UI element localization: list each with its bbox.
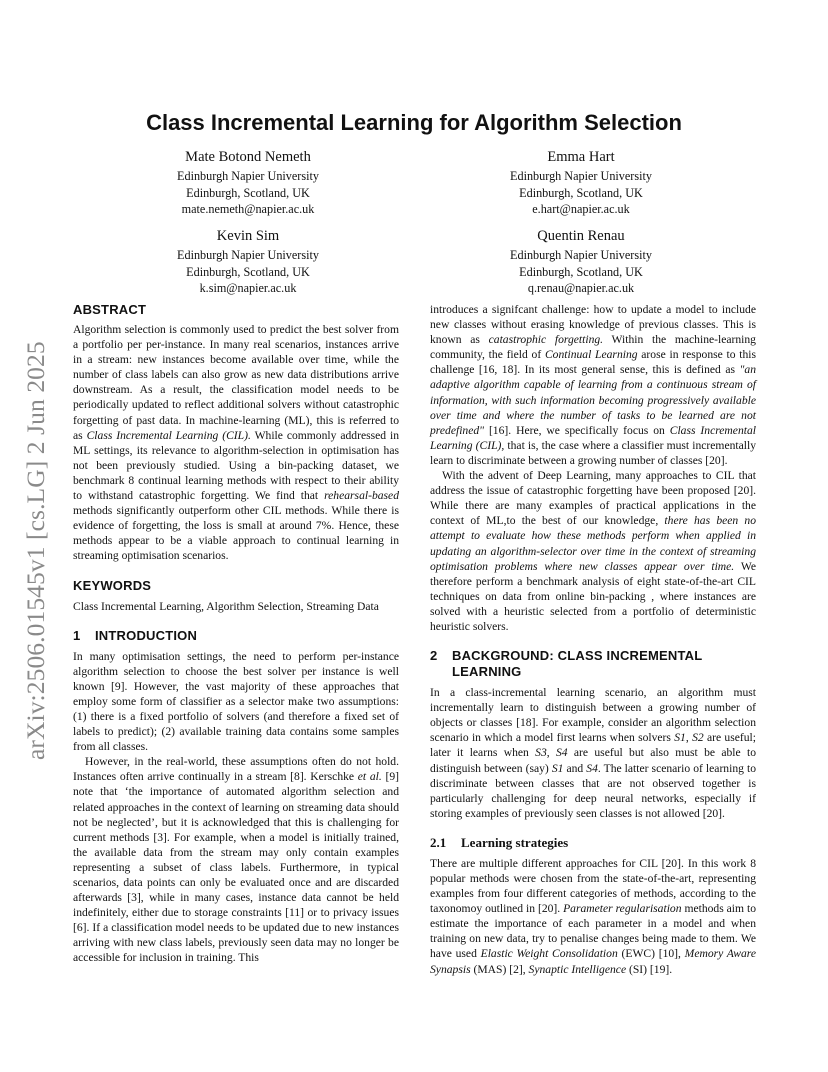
author-block-4 — [441, 227, 721, 297]
section-2-heading: 2 BACKGROUND: CLASS INCREMENTAL LEARNING — [430, 648, 703, 680]
right-column — [430, 302, 756, 977]
paper-title: Class Incremental Learning for Algorithm Selection — [146, 110, 682, 135]
abstract-text: Algorithm selection is commonly used to predict the best solver from a portfolio per per-instance. In many real scenarios, instances arrive in a stream: new instances become available over time, while the number of class labels can also grow as new data distributions arrive downstream. As a result, the classification model needs to be periodically updated to reflect additional solvers without catastrophic forgetting of past data. In machine-learning (ML), this is referred to as Class Incremental Learning (CIL). While commonly addressed in ML settings, its relevance to algorithm-selection in optimisation has not been previously studied. Using a bin-packing dataset, we benchmark 8 continual learning methods with respect to their ability to withstand catastrophic forgetting. We find that rehearsal-based methods significantly outperform other CIL methods. While there is evidence of forgetting, the loss is small at around 7%. Hence, these methods appear to be a viable approach to continual learning in streaming optimisation scenarios. — [73, 323, 399, 563]
author-affiliation: Edinburgh Napier University — [510, 248, 652, 262]
keywords-text: Class Incremental Learning, Algorithm Selection, Streaming Data — [73, 599, 379, 613]
author-block-1 — [108, 148, 388, 218]
author-affiliation: Edinburgh Napier University — [177, 169, 319, 183]
learning-strategies-paragraph: There are multiple different approaches for CIL [20]. In this work 8 popular methods were chosen from the state-of-the-art, representing examples from four different categories of methods, according to the taxonomoy outlined in [20]. Parameter regularisation methods aim to estimate the importance of each parameter in a model and when training on new data, try to penalise changes being made to them. We have used Elastic Weight Consolidation (EWC) [10], Memory Aware Synapsis (MAS) [2], Synaptic Intelligence (SI) [19]. — [430, 856, 757, 976]
intro-paragraph-3: introduces a signifcant challenge: how to update a model to include new classes without erasing knowledge of previous classes. This is known as catastrophic forgetting. Within the machine-learning community, the field of Continual Learning arose in response to this challenge [16, 18]. In its most general sense, this is defined as "an adaptive algorithm capable of learning from a continuous stream of information, with such information becoming progressively available over time and where the number of tasks to be learned are not predefined" [16]. Here, we specifically focus on Class Incremental Learning (CIL), that is, the case where a classifier must incrementally learn to discriminate between a growing number of classes [20]. — [430, 303, 757, 467]
author-email: q.renau@napier.ac.uk — [527, 281, 635, 295]
author-location: Edinburgh, Scotland, UK — [186, 264, 310, 279]
background-paragraph: In a class-incremental learning scenario, an algorithm must incrementally learn to distinguish between a growing number of objects or classes [18]. For example, consider an algorithm selection scenario in which a model first learns when solvers S1, S2 are useful; later it learns when S3, S4 are useful but also must be able to distinguish between (say) S1 and S4. The latter scenario of learning to discriminate between classes that are not observed together is particularly challenging for deep neural networks, especially if storing examples of previously seen classes is not allowed [20]. — [430, 686, 757, 820]
author-name: Kevin Sim — [216, 228, 280, 244]
author-email: mate.nemeth@napier.ac.uk — [181, 202, 315, 216]
arxiv-identifier-text: arXiv:2506.01545v1 [cs.LG] 2 Jun 2025 — [21, 341, 50, 760]
author-affiliation: Edinburgh Napier University — [510, 169, 652, 183]
author-email: e.hart@napier.ac.uk — [532, 202, 630, 216]
author-name: Emma Hart — [547, 149, 615, 165]
intro-paragraph-4: With the advent of Deep Learning, many approaches to CIL that address the issue of catastrophic forgetting have been proposed [20]. While there are many examples of practical applications in the context of ML,to the best of our knowledge, there has been no attempt to evaluate how these methods perform when applied in updating an algorithm-selector over time in the context of streaming optimisation problems where new classes appear over time. We therefore perform a benchmark analysis of eight state-of-the-art CIL techniques on data from online bin-packing , where instances are solved with a heuristic selected from a portfolio of deterministic heuristic solvers. — [430, 469, 757, 633]
intro-paragraph-2: However, in the real-world, these assumptions often do not hold. Instances often arrive continually in a stream [8]. Kerschke et al. [9] note that ‘the importance of automated algorithm selection and related approaches in the context of learning on streaming data should not be neglected’, but it is acknowledged that this is challenging for current methods [3]. For example, when a model is initially trained, the available data from the stream may only contain examples representing a subset of class labels. Furthermore, in typical scenarios, data points can only be evaluated once and are discarded afterwards [3], while in many cases, instance data cannot be held indefinitely, either due to storage constraints [11] or to privacy issues [6]. If a classification model needs to be updated due to new instances arriving with new class labels, previously seen data may no longer be accessible for inclusion in training. This — [73, 755, 400, 965]
arxiv-identifier — [20, 308, 52, 760]
section-2-1-heading: 2.1 Learning strategies — [430, 834, 569, 850]
section-1-heading: 1 INTRODUCTION — [73, 627, 198, 643]
author-location: Edinburgh, Scotland, UK — [519, 264, 643, 279]
author-name: Mate Botond Nemeth — [185, 149, 311, 165]
author-block-3 — [108, 227, 388, 297]
author-affiliation: Edinburgh Napier University — [177, 248, 319, 262]
author-block-2 — [441, 148, 721, 218]
left-column — [73, 302, 399, 966]
author-location: Edinburgh, Scotland, UK — [186, 185, 310, 200]
author-email: k.sim@napier.ac.uk — [199, 281, 297, 295]
author-name: Quentin Renau — [537, 228, 625, 244]
abstract-heading: ABSTRACT — [73, 302, 147, 317]
keywords-heading: KEYWORDS — [73, 577, 152, 593]
author-location: Edinburgh, Scotland, UK — [519, 185, 643, 200]
intro-paragraph-1: In many optimisation settings, the need to perform per-instance algorithm selection to choose the best solver per instance is well known [9]. However, the vast majority of these approaches that employ some form of classifier as a selector make two assumptions: (1) there is a fixed portfolio of solvers (and therefore a fixed set of labels to predict); (2) available training data contains some samples from all classes. — [73, 649, 399, 754]
